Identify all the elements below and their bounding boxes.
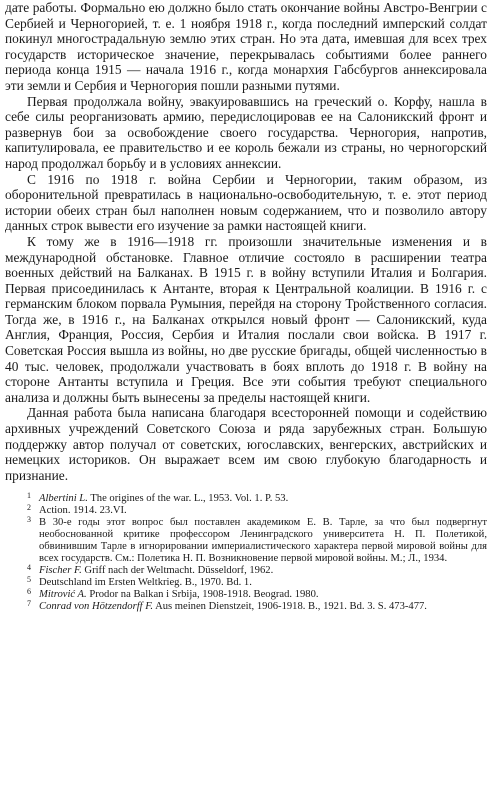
footnote-text: Deutschland im Ersten Weltkrieg. B., 1970. Bd. 1. bbox=[39, 576, 252, 588]
paragraph-3: С 1916 по 1918 г. война Сербии и Черногории, таким образом, из оборонительной превратилась в национально-освободительную, т. е. этот период истории обеих стран был наполнен новым содержанием, что и позволило автору данных строк вывести его изучение за рамки настоящей книги. bbox=[5, 171, 487, 234]
footnote-7 bbox=[5, 598, 487, 613]
footnote-author: Mitrović A. bbox=[39, 588, 87, 600]
footnote-number: 3 bbox=[27, 515, 31, 525]
footnote-4 bbox=[5, 562, 487, 577]
footnotes bbox=[5, 493, 487, 612]
footnote-number: 1 bbox=[27, 491, 31, 501]
footnote-text: Griff nach der Weltmacht. Düsseldorf, 1962. bbox=[81, 564, 274, 576]
body-text bbox=[5, 0, 487, 483]
footnote-2 bbox=[5, 505, 487, 517]
document-page bbox=[5, 0, 487, 612]
footnote-1 bbox=[5, 493, 487, 505]
footnote-text: The origines of the war. L., 1953. Vol. 1. P. 53. bbox=[87, 493, 289, 505]
paragraph-5: Данная работа была написана благодаря всесторонней помощи и содействию архивных учреждений Советского Союза и ряда зарубежных стран. Большую поддержку автор получал от советских, югославских, венгерских, австрийских и немецких историков. Он выражает всем им свою глубокую благодарность и признание. bbox=[5, 405, 487, 483]
footnote-3 bbox=[5, 517, 487, 565]
footnote-number: 7 bbox=[27, 598, 31, 608]
footnote-text: В 30-е годы этот вопрос был поставлен академиком Е. В. Тарле, за что был подвергнут необоснованной критике профессором Ленинградского университета Н. П. Полетикой, обвинившим Тарле в игнорировании империалистического характера первой мировой войны для всех государств. См.: Полетика Н. П. Возникновение первой мировой войны. М.; Л., 1934. bbox=[39, 517, 487, 564]
footnote-6 bbox=[5, 586, 487, 601]
footnote-author: Fischer F. bbox=[39, 564, 82, 576]
footnote-text: Action. 1914. 23.VI. bbox=[39, 505, 127, 517]
footnote-5 bbox=[5, 574, 487, 589]
footnote-author: Albertini L. bbox=[39, 493, 88, 505]
footnote-text: Prodor na Balkan i Srbija, 1908-1918. Beograd. 1980. bbox=[86, 588, 319, 600]
paragraph-4: К тому же в 1916—1918 гг. произошли значительные изменения и в международной обстановке. Главное отличие состояло в расширении театра военных действий на Балканах. В 1915 г. в войну вступили Италия и Болгария. Первая присоединилась к Антанте, вторая к Центральной коалиции. В 1916 г. с германским блоком порвала Румыния, перейдя на сторону Тройственного согласия. Тогда же, в 1916 г., на Балканах открылся новый фронт — Салоникский, куда Англия, Франция, Россия, Сербия и Италия послали свои войска. В 1917 г. Советская Россия вышла из войны, но две русские бригады, общей численностью в 40 тыс. человек, продолжали участвовать в боях вплоть до 1918 г. В войну на стороне Антанты вступила и Греция. Все эти события требуют специального анализа и должны быть вынесены за пределы настоящей книги. bbox=[5, 233, 487, 405]
paragraph-2: Первая продолжала войну, эвакуировавшись на греческий о. Корфу, нашла в себе силы реорганизовать армию, передислоцировав ее на Салоникский фронт и развернув бои за освобождение своего государства. Черногория, напротив, капитулировала, ее правительство и ее король бежали из страны, но черногорский народ продолжал борьбу и в условиях аннексии. bbox=[5, 93, 487, 171]
footnote-number: 4 bbox=[27, 562, 31, 572]
paragraph-1: дате работы. Формально ею должно было стать окончание войны Австро-Венгрии с Сербией и Черногорией, т. е. 1 ноября 1918 г., когда последний имперский солдат покинул многострадальную землю этих стран. Но эта дата, имевшая для всех трех государств историческое значение, перекрывалась событиями более раннего периода конца 1915 — начала 1916 г., когда монархия Габсбургов аннексировала эти земли и Сербия и Черногория пошли разными путями. bbox=[5, 0, 487, 93]
footnote-text: Aus meinen Dienstzeit, 1906-1918. B., 1921. Bd. 3. S. 473-477. bbox=[153, 600, 427, 612]
footnote-number: 6 bbox=[27, 586, 31, 596]
footnote-number: 5 bbox=[27, 574, 31, 584]
footnote-number: 2 bbox=[27, 503, 31, 513]
footnote-author: Conrad von Hötzendorff F. bbox=[39, 600, 153, 612]
